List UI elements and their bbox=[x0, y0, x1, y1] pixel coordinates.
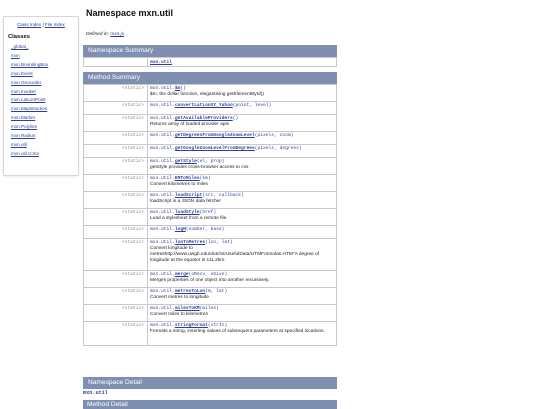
classes-heading: Classes bbox=[8, 34, 30, 40]
method-args: (point, level) bbox=[232, 102, 272, 108]
namespace-detail-heading: Namespace Detail bbox=[83, 377, 337, 389]
method-signature bbox=[150, 240, 334, 245]
method-signature bbox=[150, 193, 334, 198]
method-description: Convert metres to longitude bbox=[150, 295, 209, 301]
class-list bbox=[4, 43, 78, 159]
method-row bbox=[84, 270, 337, 287]
method-signature bbox=[150, 116, 334, 121]
method-attributes: <static> bbox=[84, 131, 148, 144]
method-name-link[interactable]: getAvailableProviders bbox=[174, 115, 233, 121]
namespace-summary-section bbox=[83, 45, 337, 67]
method-row bbox=[84, 321, 337, 345]
namespace-detail-section bbox=[83, 377, 337, 389]
method-prefix: mxn.util. bbox=[150, 85, 175, 91]
method-row bbox=[84, 191, 337, 208]
method-attributes: <static> bbox=[84, 84, 148, 101]
method-attributes: <static> bbox=[84, 114, 148, 131]
method-row bbox=[84, 208, 337, 225]
method-args: (lon, lat) bbox=[205, 239, 233, 245]
method-row bbox=[84, 84, 337, 101]
sidebar-index-links bbox=[4, 22, 78, 27]
method-prefix: mxn.util. bbox=[150, 322, 175, 328]
index-separator: | bbox=[42, 22, 44, 27]
method-prefix: mxn.util. bbox=[150, 288, 175, 294]
method-signature bbox=[150, 289, 334, 294]
method-name-link[interactable]: getGoogleZoomLevelFromDegrees bbox=[174, 145, 255, 151]
method-attributes: <static> bbox=[84, 208, 148, 225]
namespace-cell bbox=[148, 57, 337, 67]
method-description: loadScript is a JSON data fetcher bbox=[150, 199, 221, 205]
method-name-link[interactable]: milesToKM bbox=[174, 305, 200, 311]
method-signature bbox=[150, 210, 334, 215]
method-args: (km) bbox=[199, 175, 211, 181]
method-row bbox=[84, 225, 337, 238]
method-args: (m, lat) bbox=[205, 288, 228, 294]
method-name-link[interactable]: logN bbox=[174, 226, 186, 232]
method-args: (src, callback) bbox=[202, 192, 244, 198]
table-row bbox=[84, 57, 337, 67]
method-signature-cell bbox=[148, 101, 337, 114]
method-row bbox=[84, 101, 337, 114]
method-signature bbox=[150, 272, 334, 277]
method-name-link[interactable]: metresToLon bbox=[174, 288, 206, 294]
method-signature-cell bbox=[148, 191, 337, 208]
method-args: (number, base) bbox=[185, 226, 225, 232]
sidebar-class-link[interactable]: _global_ bbox=[11, 44, 29, 49]
method-description: Formats a string, inserting values of subsequent parameters at specified locations. bbox=[150, 329, 325, 335]
method-signature bbox=[150, 103, 334, 108]
method-row bbox=[84, 304, 337, 321]
method-args: (href) bbox=[199, 209, 217, 215]
namespace-link[interactable]: mxn.util bbox=[150, 59, 173, 65]
method-row bbox=[84, 157, 337, 174]
method-name-link[interactable]: $m bbox=[174, 85, 181, 91]
method-signature-cell bbox=[148, 304, 337, 321]
method-name-link[interactable]: merge bbox=[174, 271, 189, 277]
method-signature-cell bbox=[148, 157, 337, 174]
method-attributes: <static> bbox=[84, 270, 148, 287]
method-args: (miles) bbox=[199, 305, 219, 311]
method-attributes: <static> bbox=[84, 191, 148, 208]
method-row bbox=[84, 131, 337, 144]
method-signature-cell bbox=[148, 208, 337, 225]
method-description: Convert kilometres to miles bbox=[150, 182, 208, 188]
sidebar-class-link[interactable]: mxn.Event bbox=[11, 70, 33, 76]
defined-in-line bbox=[86, 32, 125, 37]
method-prefix: mxn.util. bbox=[150, 209, 175, 215]
method-description: Load a stylesheet from a remote file. bbox=[150, 216, 228, 222]
method-summary-heading: Method Summary bbox=[83, 72, 337, 84]
method-prefix: mxn.util. bbox=[150, 175, 175, 181]
method-description: Convert longitude to metreshttp://www.uwgb.edu/dutchs/UsefulData/UTMFormulas.HTM"A degree of longitude at the equator is 111.2km. bbox=[150, 246, 320, 264]
method-args: (el, prop) bbox=[196, 158, 225, 164]
method-summary-table bbox=[83, 84, 337, 346]
method-prefix: mxn.util. bbox=[150, 158, 175, 164]
method-signature bbox=[150, 159, 334, 164]
method-attributes: <static> bbox=[84, 144, 148, 157]
method-attributes: <static> bbox=[84, 174, 148, 191]
method-prefix: mxn.util. bbox=[150, 145, 175, 151]
namespace-detail-name: mxn.util bbox=[83, 390, 108, 396]
method-prefix: mxn.util. bbox=[150, 102, 175, 108]
method-signature bbox=[150, 133, 334, 138]
method-name-link[interactable]: loadStyle bbox=[174, 209, 200, 215]
method-signature-cell bbox=[148, 174, 337, 191]
method-name-link[interactable]: getStyle bbox=[174, 158, 197, 164]
method-row bbox=[84, 144, 337, 157]
method-prefix: mxn.util. bbox=[150, 132, 175, 138]
method-signature-cell bbox=[148, 144, 337, 157]
method-description: getStyle provides cross-browser access to css bbox=[150, 165, 249, 171]
method-attributes: <static> bbox=[84, 321, 148, 345]
method-signature-cell bbox=[148, 321, 337, 345]
method-attributes: <static> bbox=[84, 238, 148, 270]
sidebar-class-link[interactable]: mxn.Radius bbox=[11, 133, 36, 139]
method-attributes: <static> bbox=[84, 101, 148, 114]
method-signature-cell bbox=[148, 287, 337, 304]
method-prefix: mxn.util. bbox=[150, 305, 175, 311]
method-row bbox=[84, 238, 337, 270]
attributes-cell bbox=[84, 57, 148, 67]
file-index-link[interactable]: File Index bbox=[44, 22, 65, 27]
method-signature-cell bbox=[148, 131, 337, 144]
method-prefix: mxn.util. bbox=[150, 226, 175, 232]
class-index-sidebar bbox=[3, 16, 79, 176]
method-attributes: <static> bbox=[84, 287, 148, 304]
method-description: Merges properties of one object into another recursively. bbox=[150, 278, 270, 284]
method-description: Convert miles to kilometres bbox=[150, 312, 208, 318]
method-detail-heading: Method Detail bbox=[83, 400, 337, 409]
defined-in-label: Defined in: bbox=[86, 32, 109, 37]
method-signature-cell bbox=[148, 84, 337, 101]
method-args: () bbox=[232, 115, 239, 121]
method-name-link[interactable]: convertLatLonXY_Yahoo bbox=[174, 102, 233, 108]
method-prefix: mxn.util. bbox=[150, 239, 175, 245]
sidebar-class-link[interactable]: mxn.util.Color bbox=[11, 150, 40, 156]
method-args: (pixels, degrees) bbox=[254, 145, 302, 151]
method-name-link[interactable]: lonToMetres bbox=[174, 239, 206, 245]
method-signature bbox=[150, 86, 334, 91]
method-name-link[interactable]: loadScript bbox=[174, 192, 203, 198]
sidebar-class-link[interactable]: mxn.util bbox=[11, 141, 27, 147]
sidebar-class-link[interactable]: mxn.BoundingBox bbox=[11, 61, 49, 67]
sidebar-class-link[interactable]: mxn bbox=[11, 52, 20, 58]
method-attributes: <static> bbox=[84, 225, 148, 238]
method-signature bbox=[150, 306, 334, 311]
method-summary-section bbox=[83, 72, 337, 346]
method-attributes: <static> bbox=[84, 304, 148, 321]
method-signature bbox=[150, 146, 334, 151]
sidebar-class-link[interactable]: mxn.Mapstraction bbox=[11, 106, 48, 112]
method-args: () bbox=[180, 85, 186, 91]
defined-in-file-link[interactable]: mxn.js bbox=[110, 32, 125, 37]
sidebar-class-link[interactable]: mxn.Invoker bbox=[11, 88, 37, 94]
defined-in-period: . bbox=[124, 32, 126, 37]
method-signature-cell bbox=[148, 270, 337, 287]
method-signature-cell bbox=[148, 238, 337, 270]
page-title: Namespace mxn.util bbox=[86, 8, 174, 18]
method-args: (strIn) bbox=[207, 322, 228, 328]
namespace-summary-table bbox=[83, 57, 337, 68]
method-row bbox=[84, 287, 337, 304]
method-description: $m, the dollar function, elegantising getElementById() bbox=[150, 92, 264, 98]
method-row bbox=[84, 174, 337, 191]
method-prefix: mxn.util. bbox=[150, 115, 175, 121]
method-args: (oRecv, oGive) bbox=[188, 271, 228, 277]
method-signature bbox=[150, 227, 334, 232]
namespace-summary-heading: Namespace Summary bbox=[83, 45, 337, 57]
class-index-link[interactable]: Class Index bbox=[17, 22, 42, 27]
method-signature bbox=[150, 323, 334, 328]
method-description: Returns array of loaded provider apis bbox=[150, 122, 229, 128]
method-signature-cell bbox=[148, 114, 337, 131]
sidebar-class-link[interactable]: mxn.LatLonPoint bbox=[11, 97, 46, 103]
method-prefix: mxn.util. bbox=[150, 271, 175, 277]
sidebar-class-link[interactable]: mxn.Marker bbox=[11, 115, 36, 121]
method-attributes: <static> bbox=[84, 157, 148, 174]
method-signature bbox=[150, 176, 334, 181]
sidebar-class-link[interactable]: mxn.Geocoder bbox=[11, 79, 42, 85]
method-row bbox=[84, 114, 337, 131]
method-name-link[interactable]: KMToMiles bbox=[174, 175, 200, 181]
method-name-link[interactable]: stringFormat bbox=[174, 322, 208, 328]
method-prefix: mxn.util. bbox=[150, 192, 175, 198]
method-name-link[interactable]: getDegreesFromGoogleZoomLevel bbox=[174, 132, 255, 138]
sidebar-class-link[interactable]: mxn.Polyline bbox=[11, 124, 38, 130]
method-signature-cell bbox=[148, 225, 337, 238]
method-args: (pixels, zoom) bbox=[254, 132, 294, 138]
